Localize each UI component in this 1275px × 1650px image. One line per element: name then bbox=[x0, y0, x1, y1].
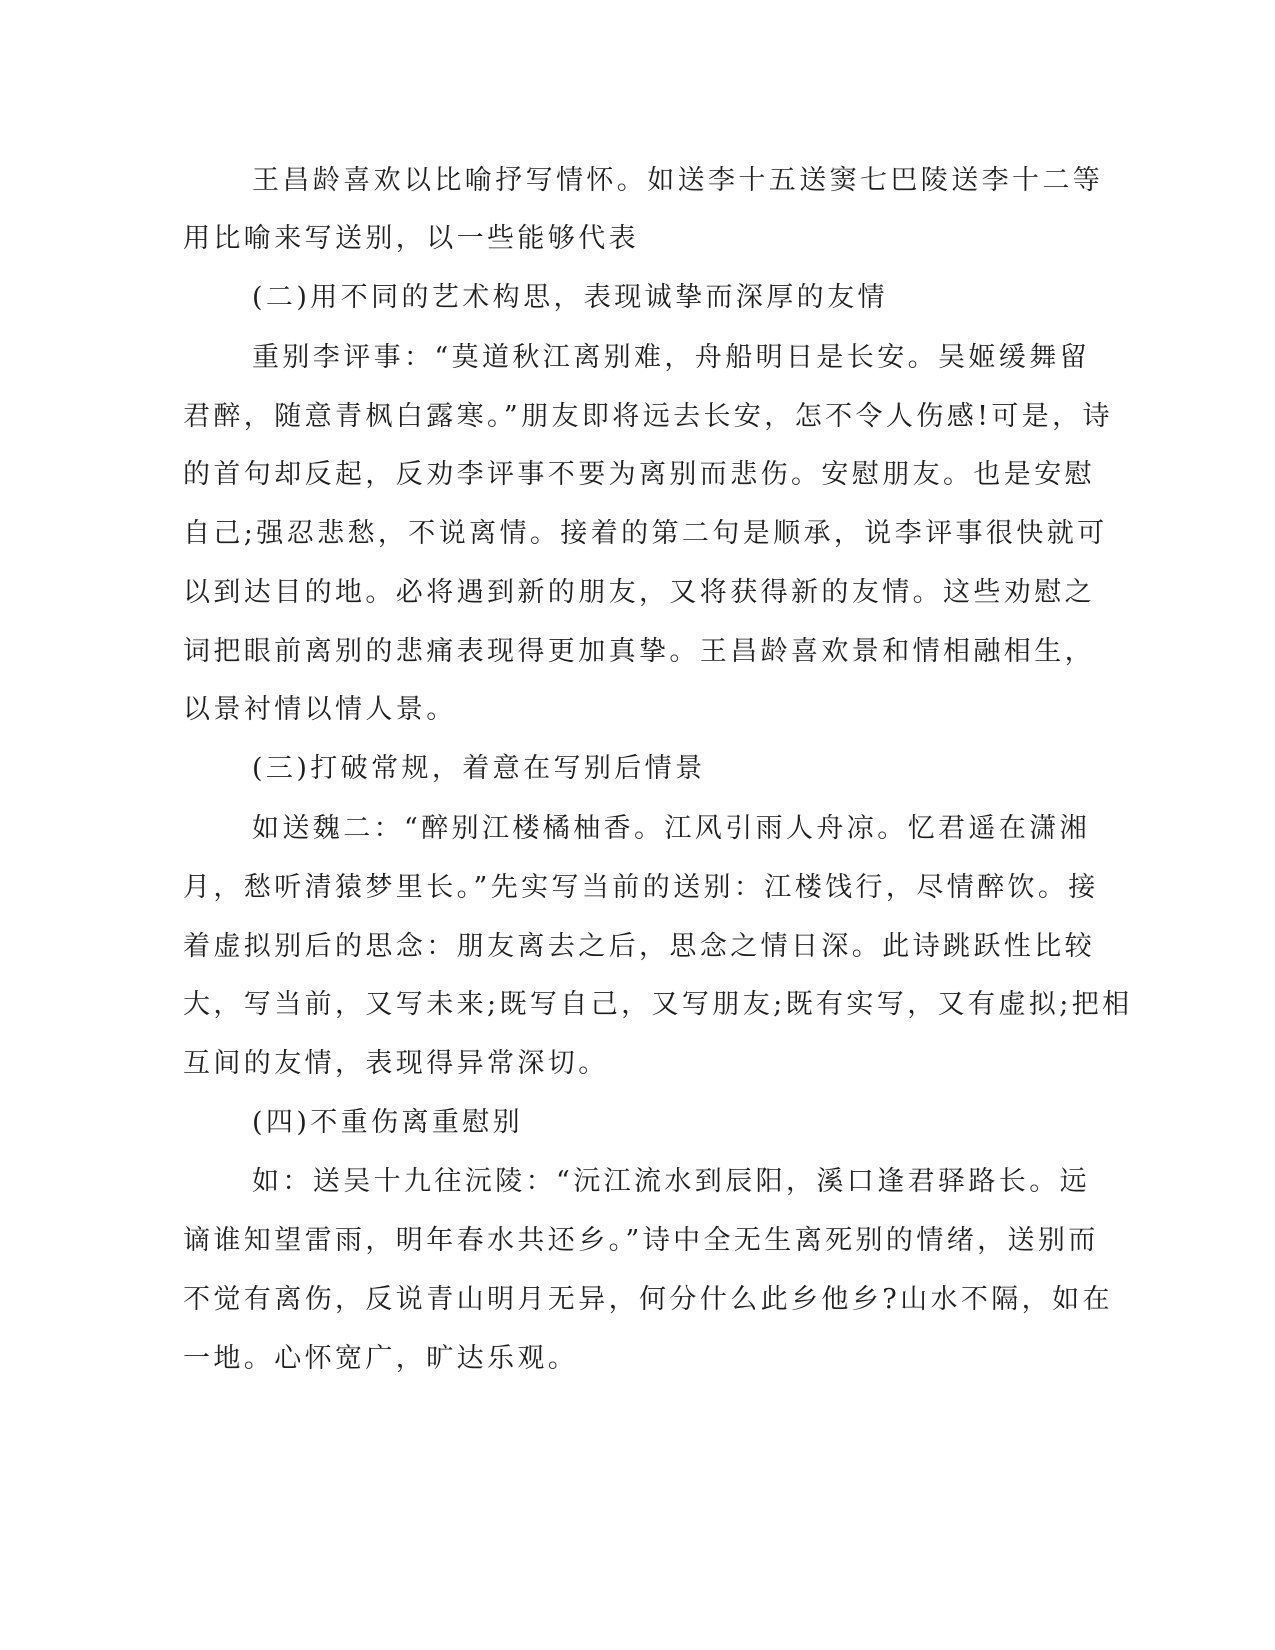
text-line-21: 一地。心怀宽广，旷达乐观。 bbox=[183, 1343, 579, 1374]
text-line-5: 君醉，随意青枫白露寒。”朋友即将远去长安，怎不令人伤感!可是，诗 bbox=[183, 401, 1113, 432]
text-line-19: 谪谁知望雷雨，明年春水共还乡。”诗中全无生离死别的情绪，送别而 bbox=[183, 1225, 1099, 1256]
text-line-9: 词把眼前离别的悲痛表现得更加真挚。王昌龄喜欢景和情相融相生， bbox=[183, 636, 1095, 667]
text-line-2: 用比喻来写送别，以一些能够代表 bbox=[183, 223, 639, 254]
section-heading-2: (二)用不同的艺术构思，表现诚挚而深厚的友情 bbox=[252, 282, 888, 313]
text-line-20: 不觉有离伤，反说青山明月无异，何分什么此乡他乡?山水不隔，如在 bbox=[183, 1284, 1113, 1315]
text-line-4: 重别李评事：“莫道秋江离别难，舟船明日是长安。吴姬缓舞留 bbox=[252, 342, 1091, 373]
text-line-13: 月，愁听清猿梦里长。”先实写当前的送别：江楼饯行，尽情醉饮。接 bbox=[183, 872, 1099, 903]
text-line-1: 王昌龄喜欢以比喻抒写情怀。如送李十五送窦七巴陵送李十二等 bbox=[252, 165, 1104, 196]
text-line-10: 以景衬情以情人景。 bbox=[183, 694, 457, 725]
section-heading-4: (四)不重伤离重慰别 bbox=[252, 1107, 524, 1138]
section-heading-3: (三)打破常规，着意在写别后情景 bbox=[252, 753, 706, 784]
text-line-7: 自己;强忍悲愁，不说离情。接着的第二句是顺承，说李评事很快就可 bbox=[183, 518, 1108, 549]
text-line-15: 大，写当前，又写未来;既写自己，又写朋友;既有实写，又有虚拟;把相 bbox=[183, 989, 1133, 1020]
text-line-14: 着虚拟别后的思念：朋友离去之后，思念之情日深。此诗跳跃性比较 bbox=[183, 931, 1095, 962]
text-line-8: 以到达目的地。必将遇到新的朋友，又将获得新的友情。这些劝慰之 bbox=[183, 577, 1095, 608]
text-line-12: 如送魏二：“醉别江楼橘柚香。江风引雨人舟凉。忆君遥在潇湘 bbox=[252, 813, 1091, 844]
text-line-6: 的首句却反起，反劝李评事不要为离别而悲伤。安慰朋友。也是安慰 bbox=[183, 459, 1095, 490]
text-line-18: 如：送吴十九往沅陵：“沅江流水到辰阳，溪口逢君驿路长。远 bbox=[252, 1166, 1091, 1197]
text-line-16: 互间的友情，表现得异常深切。 bbox=[183, 1048, 609, 1079]
